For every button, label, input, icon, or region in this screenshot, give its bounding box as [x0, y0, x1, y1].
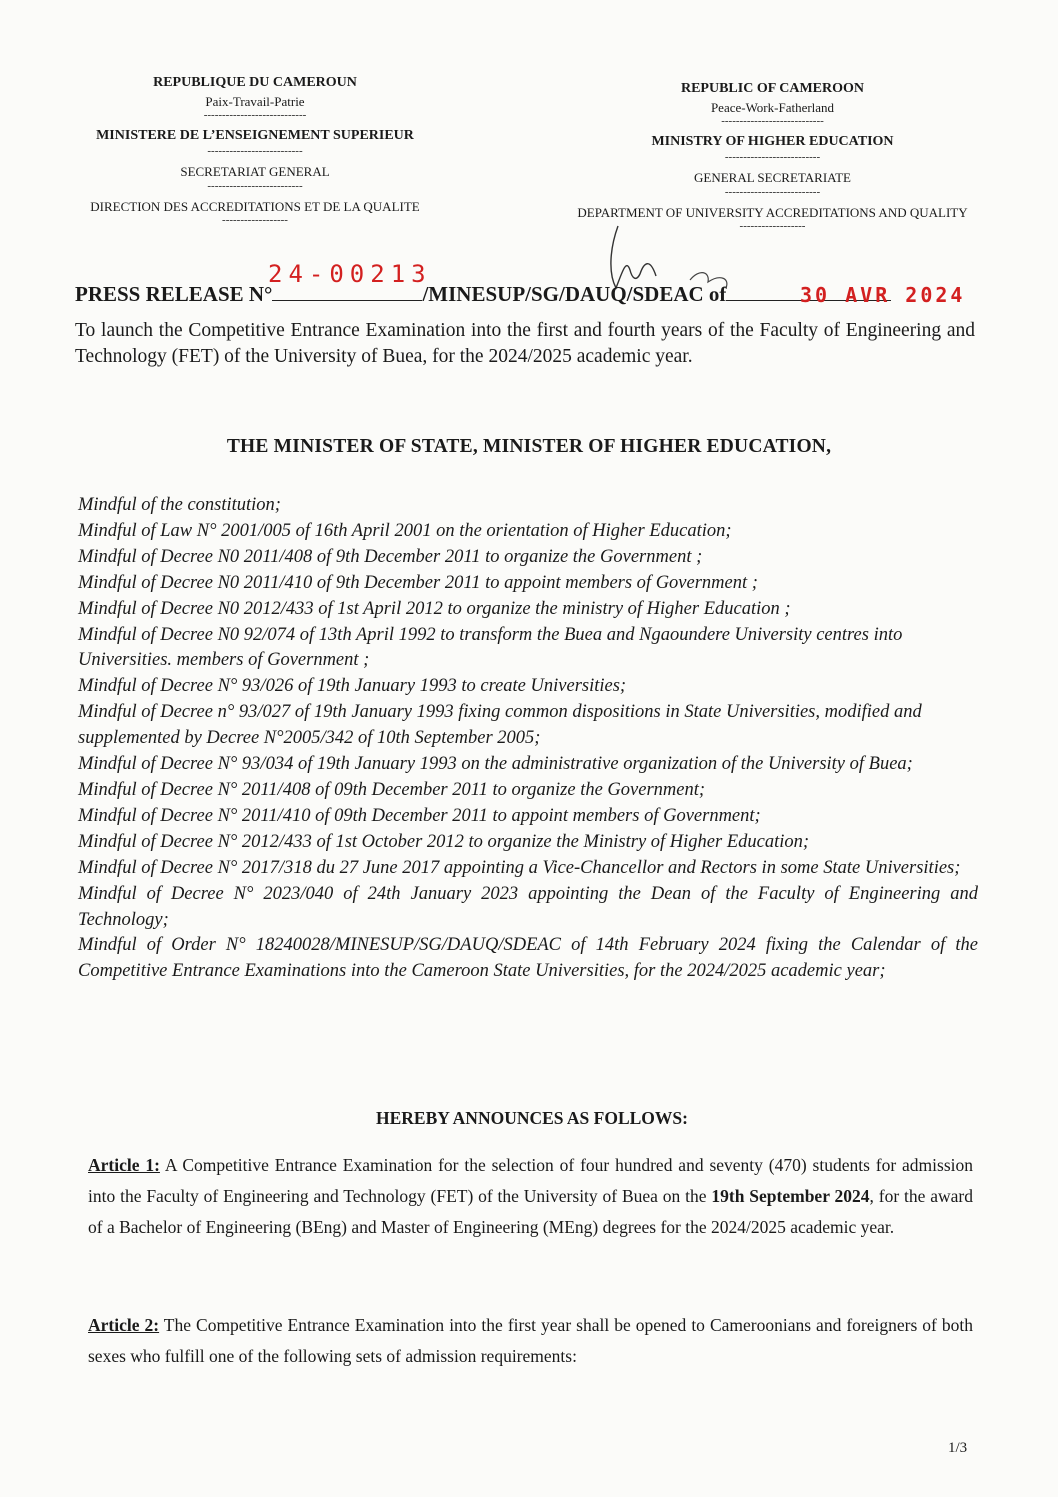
mindful-item: Mindful of the constitution;	[78, 495, 281, 515]
press-release-label: PRESS RELEASE N°	[75, 282, 273, 306]
divider: --------------------------	[724, 151, 821, 164]
article-1-text-a: A Competitive Entrance Examination for the selection of four hundred and seventy (470) students for admission into the Faculty of Engineering and Technology (FET) of the University of Buea on the	[88, 1155, 973, 1206]
divider: ------------------	[222, 214, 288, 227]
header-right-country: REPUBLIC OF CAMEROON	[680, 81, 865, 96]
header-right-secretariat: GENERAL SECRETARIATE	[694, 170, 851, 186]
mindful-item: Mindful of Decree N° 2017/318 du 27 June 2017 appointing a Vice-Chancellor and Rectors in some State Universities;	[78, 857, 961, 878]
mindful-item: Mindful of Decree N° 93/034 of 19th January 1993 on the administrative organization of the University of Buea;	[78, 754, 913, 775]
header-right-department: DEPARTMENT OF UNIVERSITY ACCREDITATIONS AND QUALITY	[577, 204, 968, 220]
mindful-item: Mindful of Decree n° 93/027 of 19th January 1993 fixing common dispositions in State Universities, modified and supplemented by Decree N°2005/342 of 10th September 2005;	[78, 702, 922, 749]
mindful-item: Mindful of Decree N° 2011/408 of 09th December 2011 to organize the Government;	[78, 779, 706, 800]
article-1-date: 19th September 2024	[711, 1186, 870, 1206]
article-1-text-b: , for the award of a Bachelor of Engineering (BEng) and Master of Engineering (MEng) degrees for the 2024/2025 academic year.	[88, 1186, 973, 1237]
page-number: 1/3	[948, 1440, 968, 1456]
header-right-motto: Peace-Work-Fatherland	[710, 99, 835, 115]
divider: --------------------------	[207, 145, 303, 158]
header-right	[515, 80, 1030, 232]
mindful-item: Mindful of Decree N° 93/026 of 19th January 1993 to create Universities;	[78, 676, 627, 697]
number-blank	[272, 282, 422, 301]
header-left	[30, 74, 480, 226]
mindful-list	[78, 493, 978, 985]
mindful-item: Mindful of Decree N0 92/074 of 13th April 1992 to transform the Buea and Ngaoundere University centres into Universities. members of Government ;	[78, 624, 903, 671]
divider: ------------------	[739, 220, 806, 233]
reference-number-stamp: 24-00213	[268, 260, 432, 288]
mindful-item: Mindful of Decree N° 2023/040 of 24th January 2023 appointing the Dean of the Faculty of Engineering and Technology;	[78, 883, 978, 930]
minister-title: THE MINISTER OF STATE, MINISTER OF HIGHER EDUCATION,	[226, 436, 832, 457]
divider: ----------------------------	[203, 109, 307, 122]
mindful-item: Mindful of Order N° 18240028/MINESUP/SG/DAUQ/SDEAC of 14th February 2024 fixing the Calendar of the Competitive Entrance Examinations into the Cameroon State Universities, for the 2024/2025 academic year;	[78, 935, 978, 982]
mindful-item: Mindful of Decree N0 2011/410 of 9th December 2011 to appoint members of Government ;	[78, 572, 758, 593]
header-left-direction: DIRECTION DES ACCREDITATIONS ET DE LA QUALITE	[90, 198, 420, 214]
mindful-item: Mindful of Law N° 2001/005 of 16th April 2001 on the orientation of Higher Education;	[78, 520, 732, 541]
press-release-subject: To launch the Competitive Entrance Examination into the first and fourth years of the Faculty of Engineering and Technology (FET) of the University of Buea, for the 2024/2025 academic year.	[75, 320, 975, 368]
divider: --------------------------	[207, 179, 303, 192]
article-2	[88, 1310, 973, 1372]
header-left-secretariat: SECRETARIAT GENERAL	[180, 164, 330, 180]
article-1	[88, 1150, 973, 1243]
article-1-label: Article 1:	[88, 1155, 160, 1175]
article-2-text: The Competitive Entrance Examination into the first year shall be opened to Cameroonians and foreigners of both sexes who fulfill one of the following sets of admission requirements:	[88, 1315, 973, 1366]
mindful-item: Mindful of Decree N° 2011/410 of 09th December 2011 to appoint members of Government;	[78, 805, 761, 826]
divider: ----------------------------	[721, 115, 824, 128]
header-left-country: REPUBLIQUE DU CAMEROUN	[153, 75, 357, 90]
press-release-reference: /MINESUP/SG/DAUQ/SDEAC of	[422, 282, 727, 306]
mindful-item: Mindful of Decree N0 2012/433 of 1st April 2012 to organize the ministry of Higher Education ;	[78, 598, 791, 619]
header-left-ministry: MINISTERE DE L’ENSEIGNEMENT SUPERIEUR	[96, 128, 414, 144]
header-right-ministry: MINISTRY OF HIGHER EDUCATION	[651, 134, 894, 150]
mindful-item: Mindful of Decree N° 2012/433 of 1st October 2012 to organize the Ministry of Higher Education;	[78, 831, 810, 852]
mindful-item: Mindful of Decree N0 2011/408 of 9th December 2011 to organize the Government ;	[78, 546, 703, 567]
header-left-motto: Paix-Travail-Patrie	[205, 93, 305, 109]
date-stamp: 30 AVR 2024	[800, 283, 966, 307]
announces-heading: HEREBY ANNOUNCES AS FOLLOWS:	[376, 1108, 688, 1128]
article-2-label: Article 2:	[88, 1315, 160, 1335]
divider: --------------------------	[724, 185, 821, 198]
